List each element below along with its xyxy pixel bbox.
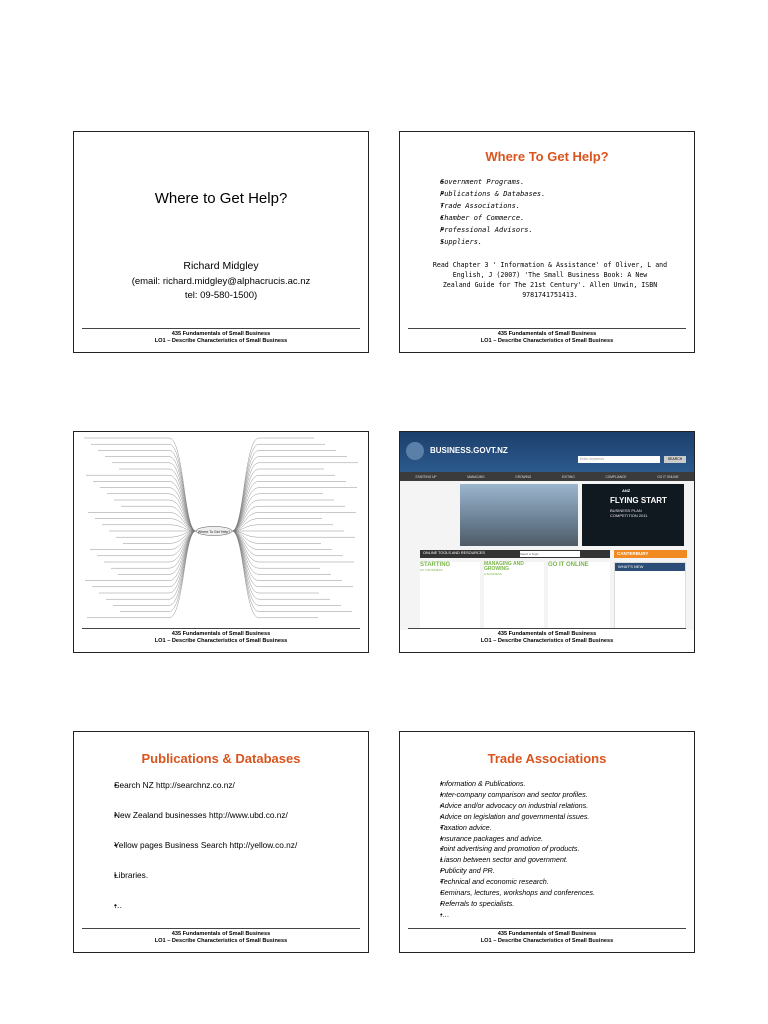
list-item: • Suppliers.: [420, 236, 545, 248]
trade-association-services-list: [420, 779, 595, 921]
mind-map-branch: [84, 438, 196, 531]
list-item: • Publicity and PR.: [420, 866, 595, 877]
mind-map-branch: [106, 531, 196, 599]
tools-label: ONLINE TOOLS AND RESOURCES: [423, 551, 485, 555]
slide-footer: [82, 328, 360, 352]
list-item: • Publications & Databases.: [420, 188, 545, 200]
whats-new-panel: [614, 562, 686, 632]
slide-heading: Trade Associations: [487, 751, 607, 766]
column-online: GO IT ONLINE: [548, 562, 610, 630]
list-item: • Seminars, lectures, workshops and conferences.: [420, 888, 595, 899]
mind-map-branch: [116, 531, 196, 537]
slide-footer: 435 Fundamentals of Small Business LO1 – Describe Characteristics of Small Business: [408, 928, 686, 952]
mind-map-branch: [232, 531, 352, 612]
slide-heading: Where To Get Help?: [485, 149, 609, 164]
mind-map-branch: [114, 500, 196, 531]
mind-map-branch: [112, 463, 196, 531]
list-item: • Yellow pages Business Search http://yellow.co.nz/: [94, 840, 297, 850]
list-item: • Chamber of Commerce.: [420, 212, 545, 224]
mind-map-branch: [232, 531, 332, 550]
list-item: • Referrals to specialists.: [420, 899, 595, 910]
list-item: • Professional Advisors.: [420, 224, 545, 236]
footer-course: 435 Fundamentals of Small Business: [171, 331, 271, 337]
presenter-phone: tel: 09-580-1500): [184, 290, 258, 301]
mind-map-branch: [232, 531, 354, 562]
list-item: • Insurance packages and advice.: [420, 834, 595, 845]
mind-map-graphic: [74, 432, 368, 630]
slide-footer: 435 Fundamentals of Small Business LO1 – Describe Characteristics of Small Business: [82, 628, 360, 652]
list-item: • …: [94, 900, 297, 910]
presenter-email: (email: richard.midgley@alphacrucis.ac.nz: [131, 276, 311, 287]
slide-publications: [73, 731, 369, 953]
nav-item[interactable]: GROWING: [515, 474, 532, 479]
nav-item[interactable]: EXITING: [561, 474, 575, 479]
footer-outcome: LO1 – Describe Characteristics of Small Business: [154, 338, 288, 344]
mind-map-branch: [120, 531, 196, 612]
list-item: • Joint advertising and promotion of products.: [420, 844, 595, 855]
site-header: [400, 432, 694, 472]
mind-map-branch: [100, 488, 196, 531]
reading-reference: Read Chapter 3 ' Information & Assistance' of Oliver, L and English, J (2007) 'The Small Business Book: A New Zealand Guide for The 21st Century'. Allen Unwin, ISBN 9781741751413.: [432, 261, 668, 299]
list-item: • Advice and/or advocacy on industrial relations.: [420, 801, 595, 812]
site-nav: [400, 472, 694, 481]
whats-new-heading: WHAT'S NEW: [615, 563, 685, 571]
mind-map-branch: [232, 531, 355, 537]
slide-title-heading: Where to Get Help?: [154, 190, 288, 207]
list-item: • Libraries.: [94, 870, 297, 880]
slide-footer: 435 Fundamentals of Small Business LO1 – Describe Characteristics of Small Business: [82, 928, 360, 952]
slide-trade-associations: [399, 731, 695, 953]
mind-map-branch: [92, 531, 196, 587]
mind-map-branch: [232, 438, 314, 531]
hero-photo: [460, 484, 578, 546]
nav-item[interactable]: GO IT ONLINE: [657, 474, 679, 479]
column-managing: MANAGING AND GROWING A BUSINESS: [484, 562, 544, 630]
slide-mind-map: [73, 431, 369, 653]
fern-logo-icon: [406, 442, 424, 460]
list-item: • Advice on legislation and governmental issues.: [420, 812, 595, 823]
list-item: • Trade Associations.: [420, 200, 545, 212]
list-item: • Taxation advice.: [420, 823, 595, 834]
list-item: • ….: [420, 910, 595, 921]
presenter-name: Richard Midgley: [183, 260, 259, 272]
slide-heading: Publications & Databases: [141, 751, 301, 766]
mind-map-branch: [232, 531, 353, 587]
tools-bar: [420, 550, 610, 558]
list-item: • Liason between sector and government.: [420, 855, 595, 866]
website-screenshot: [400, 432, 694, 630]
help-sources-list: [420, 176, 545, 248]
promo-title: FLYING START: [610, 496, 667, 505]
list-item: • New Zealand businesses http://www.ubd.co.nz/: [94, 810, 297, 820]
slide-footer: 435 Fundamentals of Small Business LO1 – Describe Characteristics of Small Business: [408, 328, 686, 352]
list-item: • Search NZ http://searchnz.co.nz/: [94, 780, 297, 790]
search-input[interactable]: Enter keywords: [578, 456, 660, 463]
promo-subtitle: BUSINESS PLAN COMPETITION 2011: [610, 508, 648, 518]
list-item: • Government Programs.: [420, 176, 545, 188]
mind-map-branch: [232, 512, 356, 531]
slide-business-govt-website: [399, 431, 695, 653]
publications-list: [94, 780, 297, 910]
promo-brand: ANZ: [622, 488, 631, 493]
slide-where-to-get-help: [399, 131, 695, 353]
mind-map-branch: [232, 463, 358, 531]
search-button[interactable]: SEARCH: [664, 456, 686, 463]
promo-banner[interactable]: [582, 484, 684, 546]
region-badge[interactable]: CANTERBURY: [614, 550, 687, 558]
nav-item[interactable]: MANAGING: [467, 474, 485, 479]
mind-map-center-label: Where To Get Help?: [197, 530, 231, 534]
nav-item[interactable]: STARTING UP: [415, 474, 437, 479]
mind-map-branch: [102, 525, 196, 531]
column-starting: STARTING UP A BUSINESS: [420, 562, 480, 630]
list-item: • Technical and economic research.: [420, 877, 595, 888]
list-item: • Information & Publications.: [420, 779, 595, 790]
site-name: BUSINESS.GOVT.NZ: [430, 446, 508, 455]
list-item: • Inter-company comparison and sector profiles.: [420, 790, 595, 801]
slide-footer: 435 Fundamentals of Small Business LO1 – Describe Characteristics of Small Business: [408, 628, 686, 652]
nav-item[interactable]: COMPLIANCE: [605, 474, 627, 479]
topic-select[interactable]: Select a Topic: [520, 551, 580, 557]
mind-map-branch: [232, 525, 333, 531]
slide-title: [73, 131, 369, 353]
